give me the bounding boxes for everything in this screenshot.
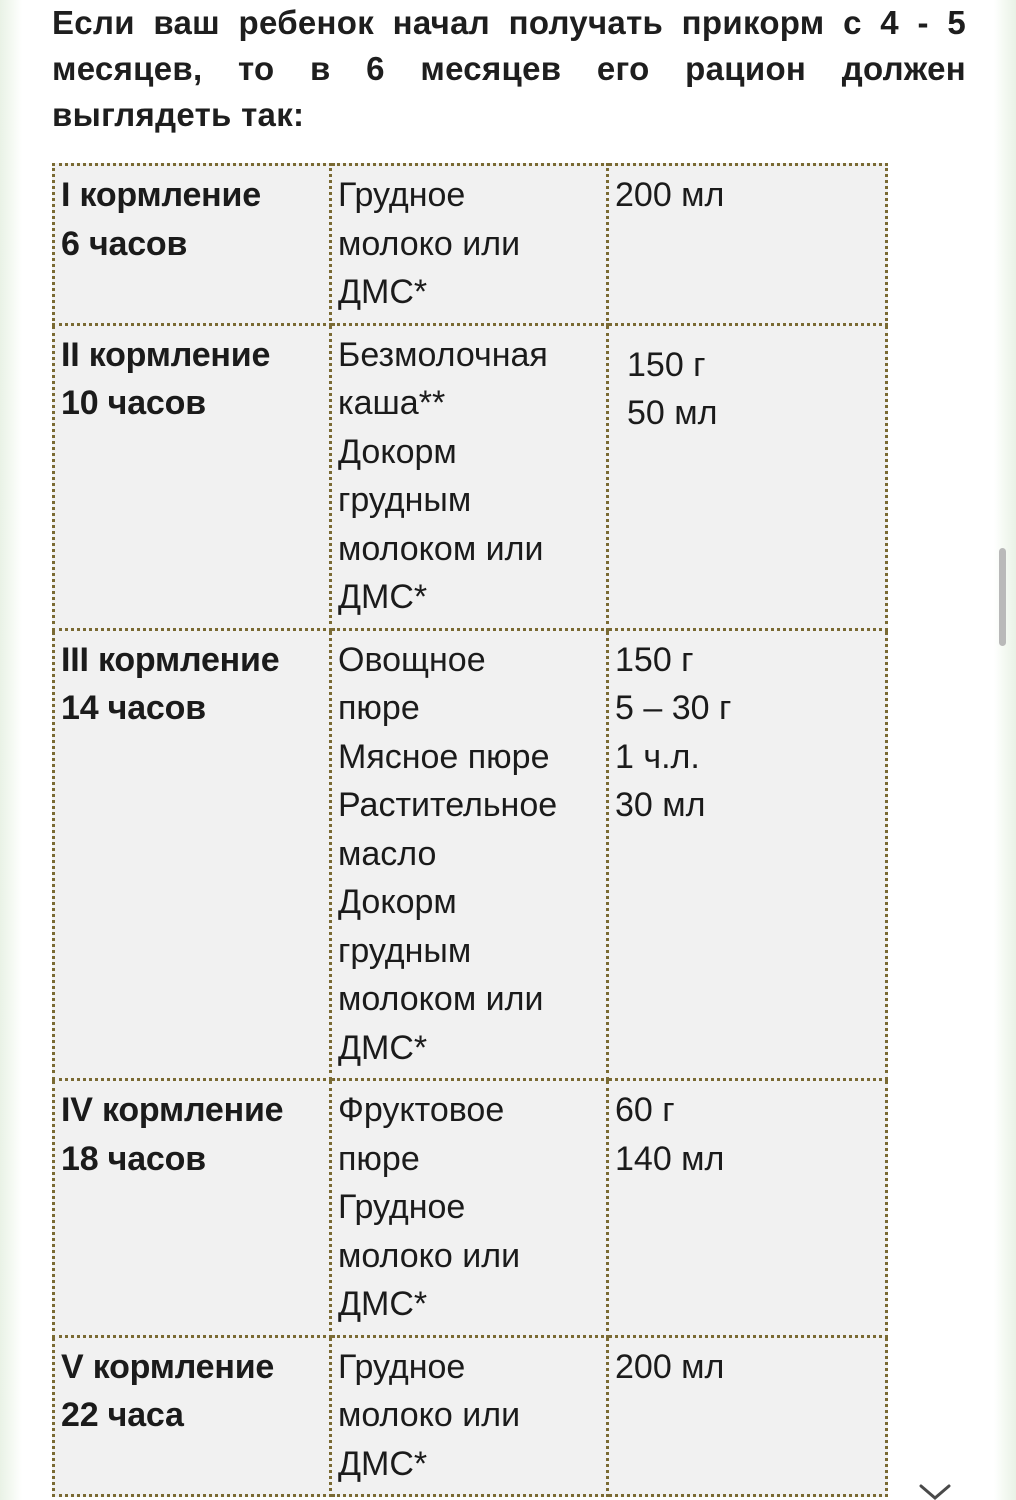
meal-time: 14 часов [61, 689, 206, 727]
quantity-cell [608, 629, 887, 1080]
meal-cell [54, 324, 331, 629]
quantity-line: 30 мл [615, 786, 706, 824]
meal-number: III кормление [61, 640, 280, 679]
close-icon[interactable] [918, 1484, 952, 1500]
food-line: ДМС* [338, 1285, 428, 1323]
food-cell [331, 1336, 608, 1496]
food-cell [331, 629, 608, 1080]
meal-cell [54, 1080, 331, 1337]
food-line: молоко или [338, 1236, 521, 1275]
food-cell [331, 165, 608, 325]
food-line: грудным [338, 931, 472, 970]
feeding-schedule-table [52, 163, 888, 1497]
quantity-line: 150 г [627, 345, 706, 384]
food-line: каша** [338, 384, 446, 422]
meal-cell [54, 1336, 331, 1496]
table-row [54, 165, 887, 325]
quantity-line: 150 г [615, 640, 694, 679]
quantity-line: 200 мл [615, 1347, 725, 1386]
right-decorative-edge [994, 0, 1016, 1500]
food-line: Докорм [338, 883, 457, 921]
food-line: молоком или [338, 980, 544, 1018]
meal-number: I кормление [61, 176, 261, 214]
food-line: пюре [338, 1139, 420, 1178]
food-line: Мясное пюре [338, 737, 550, 776]
food-line: молоком или [338, 529, 544, 568]
table-row [54, 1336, 887, 1496]
meal-time: 6 часов [61, 224, 188, 263]
intro-paragraph: Если ваш ребенок начал получать прикорм с 4 - 5 месяцев, то в 6 месяцев его рацион должен выглядеть так: [52, 4, 966, 133]
quantity-cell [608, 1080, 887, 1337]
quantity-line: 140 мл [615, 1139, 725, 1178]
quantity-line: 5 – 30 г [615, 689, 732, 727]
food-line: ДМС* [338, 273, 428, 311]
table-row [54, 324, 887, 629]
food-line: молоко или [338, 224, 521, 263]
quantity-cell [608, 1336, 887, 1496]
food-line: Овощное [338, 640, 486, 679]
food-line: Грудное [338, 1347, 466, 1386]
quantity-line: 60 г [615, 1091, 675, 1129]
meal-cell [54, 629, 331, 1080]
left-decorative-edge [0, 0, 22, 1500]
food-cell [331, 324, 608, 629]
quantity-line: 1 ч.л. [615, 737, 700, 776]
meal-number: II кормление [61, 335, 271, 374]
meal-time: 10 часов [61, 384, 206, 422]
quantity-group [615, 331, 879, 438]
food-line: Растительное [338, 786, 558, 824]
scrollbar[interactable] [999, 548, 1006, 646]
food-line: Фруктовое [338, 1091, 505, 1129]
quantity-cell [608, 165, 887, 325]
quantity-cell [608, 324, 887, 629]
meal-cell [54, 165, 331, 325]
meal-time: 18 часов [61, 1139, 206, 1178]
food-line: Грудное [338, 176, 466, 214]
table-row [54, 1080, 887, 1337]
quantity-line: 50 мл [627, 394, 718, 432]
meal-time: 22 часа [61, 1396, 184, 1434]
meal-number: IV кормление [61, 1091, 284, 1129]
food-line: Докорм [338, 432, 457, 471]
food-cell [331, 1080, 608, 1337]
meal-number: V кормление [61, 1347, 275, 1386]
food-line: Безмолочная [338, 335, 548, 374]
quantity-line: 200 мл [615, 176, 725, 214]
food-line: ДМС* [338, 1444, 428, 1483]
food-line: ДМС* [338, 1028, 428, 1067]
food-line: грудным [338, 481, 472, 519]
food-line: масло [338, 834, 437, 873]
food-line: Грудное [338, 1188, 466, 1226]
food-line: ДМС* [338, 578, 428, 616]
food-line: молоко или [338, 1396, 521, 1434]
food-line: пюре [338, 689, 420, 727]
table-row [54, 629, 887, 1080]
